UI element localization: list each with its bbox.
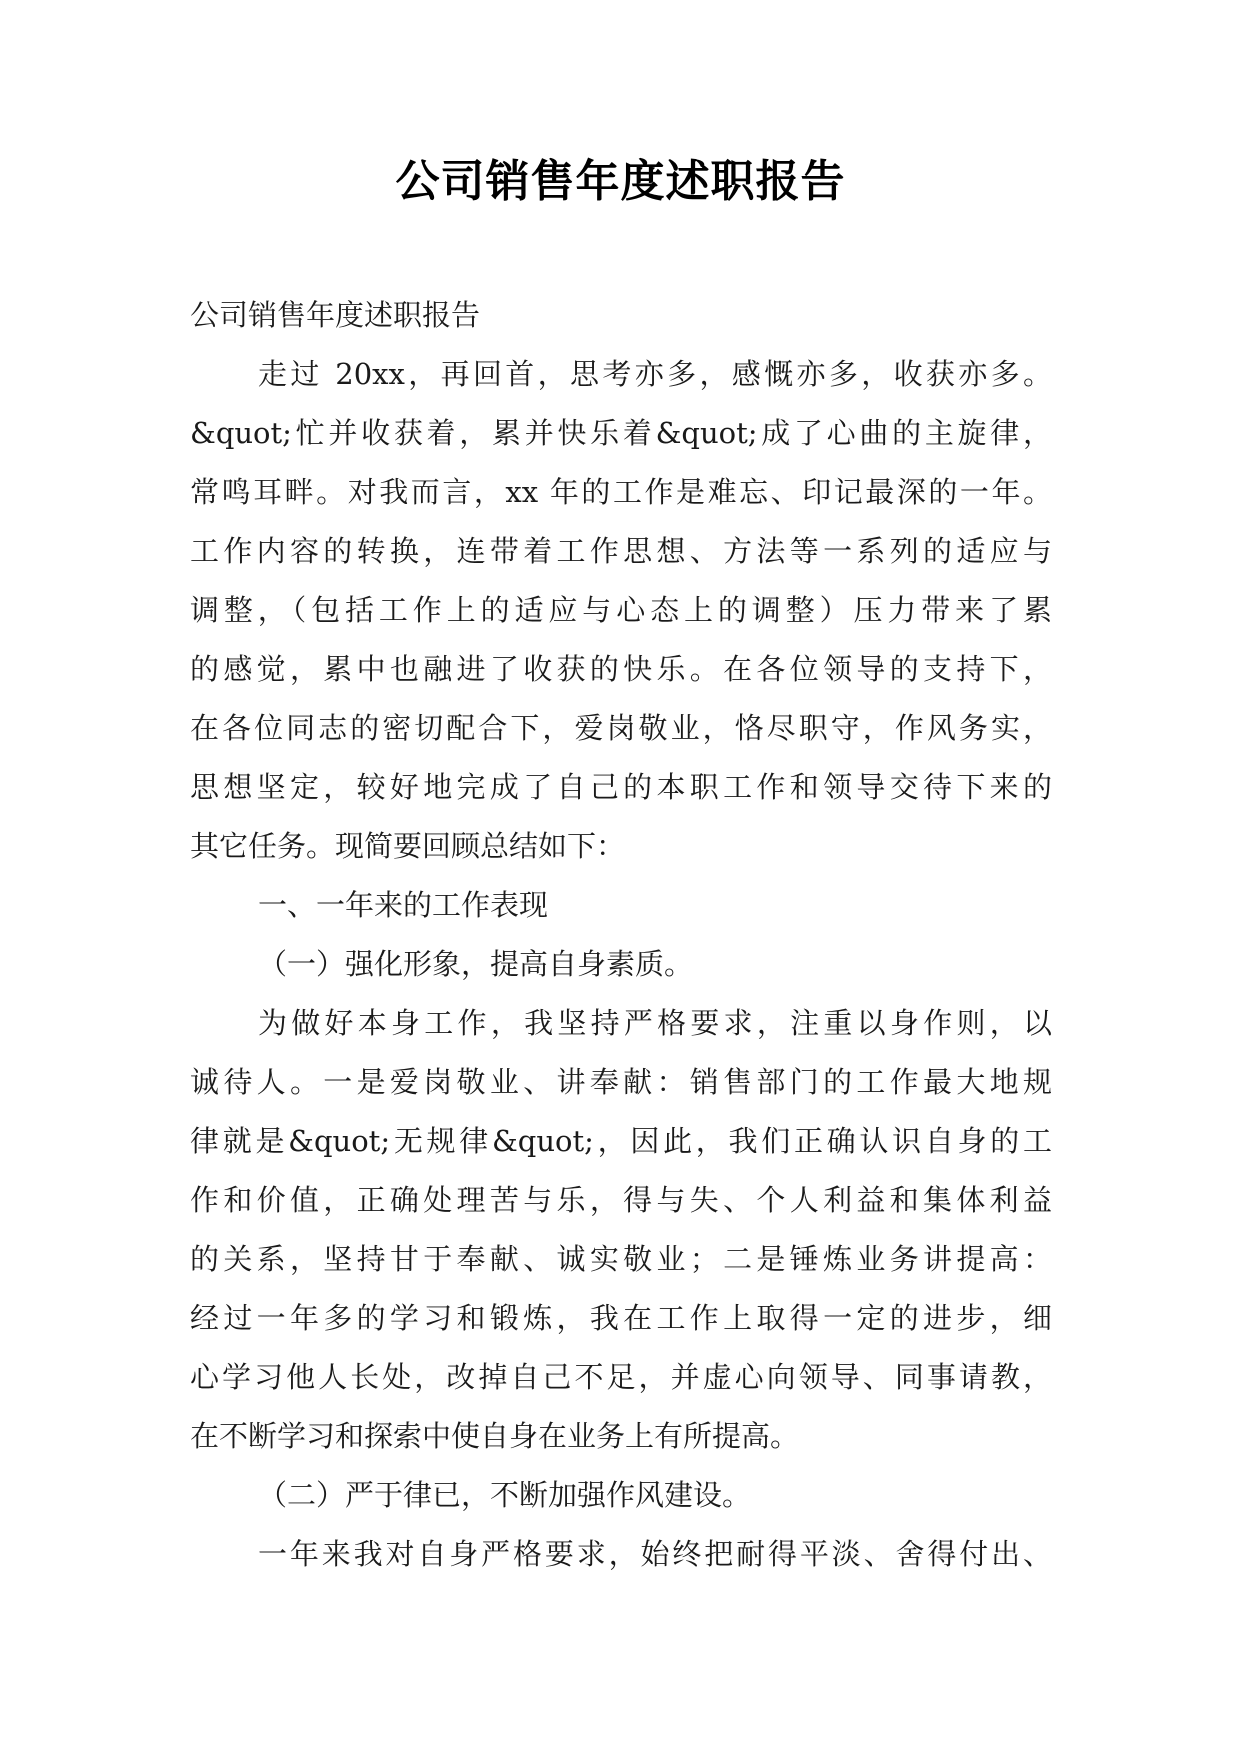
document-title: 公司销售年度述职报告	[395, 156, 846, 207]
body-line: 走过 20xx，再回首，思考亦多，感慨亦多，收获亦多。	[258, 357, 1052, 391]
body-line: （二）严于律已，不断加强作风建设。	[258, 1478, 752, 1512]
body-line: 一、一年来的工作表现	[258, 888, 549, 922]
body-line: 诚待人。一是爱岗敬业、讲奉献：销售部门的工作最大地规	[190, 1065, 1052, 1099]
body-line: 心学习他人长处，改掉自己不足，并虚心向领导、同事请教，	[190, 1360, 1052, 1394]
body-line: 常鸣耳畔。对我而言，xx 年的工作是难忘、印记最深的一年。	[190, 475, 1052, 509]
body-line: 经过一年多的学习和锻炼，我在工作上取得一定的进步，细	[190, 1301, 1052, 1335]
body-line: 为做好本身工作，我坚持严格要求，注重以身作则，以	[258, 1006, 1052, 1040]
body-line: 律就是&quot;无规律&quot;，因此，我们正确认识自身的工	[190, 1124, 1052, 1158]
body-line: 公司销售年度述职报告	[190, 298, 481, 332]
body-line: 工作内容的转换，连带着工作思想、方法等一系列的适应与	[190, 534, 1052, 568]
body-line: 的关系，坚持甘于奉献、诚实敬业；二是锤炼业务讲提高：	[190, 1242, 1052, 1276]
body-line: 作和价值，正确处理苦与乐，得与失、个人利益和集体利益	[190, 1183, 1052, 1217]
body-line: 在不断学习和探索中使自身在业务上有所提高。	[190, 1419, 800, 1453]
body-line: 一年来我对自身严格要求，始终把耐得平淡、舍得付出、	[258, 1537, 1052, 1571]
body-line: 其它任务。现简要回顾总结如下：	[190, 829, 626, 863]
body-line: 在各位同志的密切配合下，爱岗敬业，恪尽职守，作风务实，	[190, 711, 1052, 745]
body-line: &quot;忙并收获着，累并快乐着&quot;成了心曲的主旋律，	[190, 416, 1052, 450]
body-line: （一）强化形象，提高自身素质。	[258, 947, 694, 981]
body-line: 思想坚定，较好地完成了自己的本职工作和领导交待下来的	[190, 770, 1052, 804]
document-body	[190, 286, 1052, 1584]
body-line: 调整，（包括工作上的适应与心态上的调整）压力带来了累	[190, 593, 1052, 627]
body-line: 的感觉，累中也融进了收获的快乐。在各位领导的支持下，	[190, 652, 1052, 686]
